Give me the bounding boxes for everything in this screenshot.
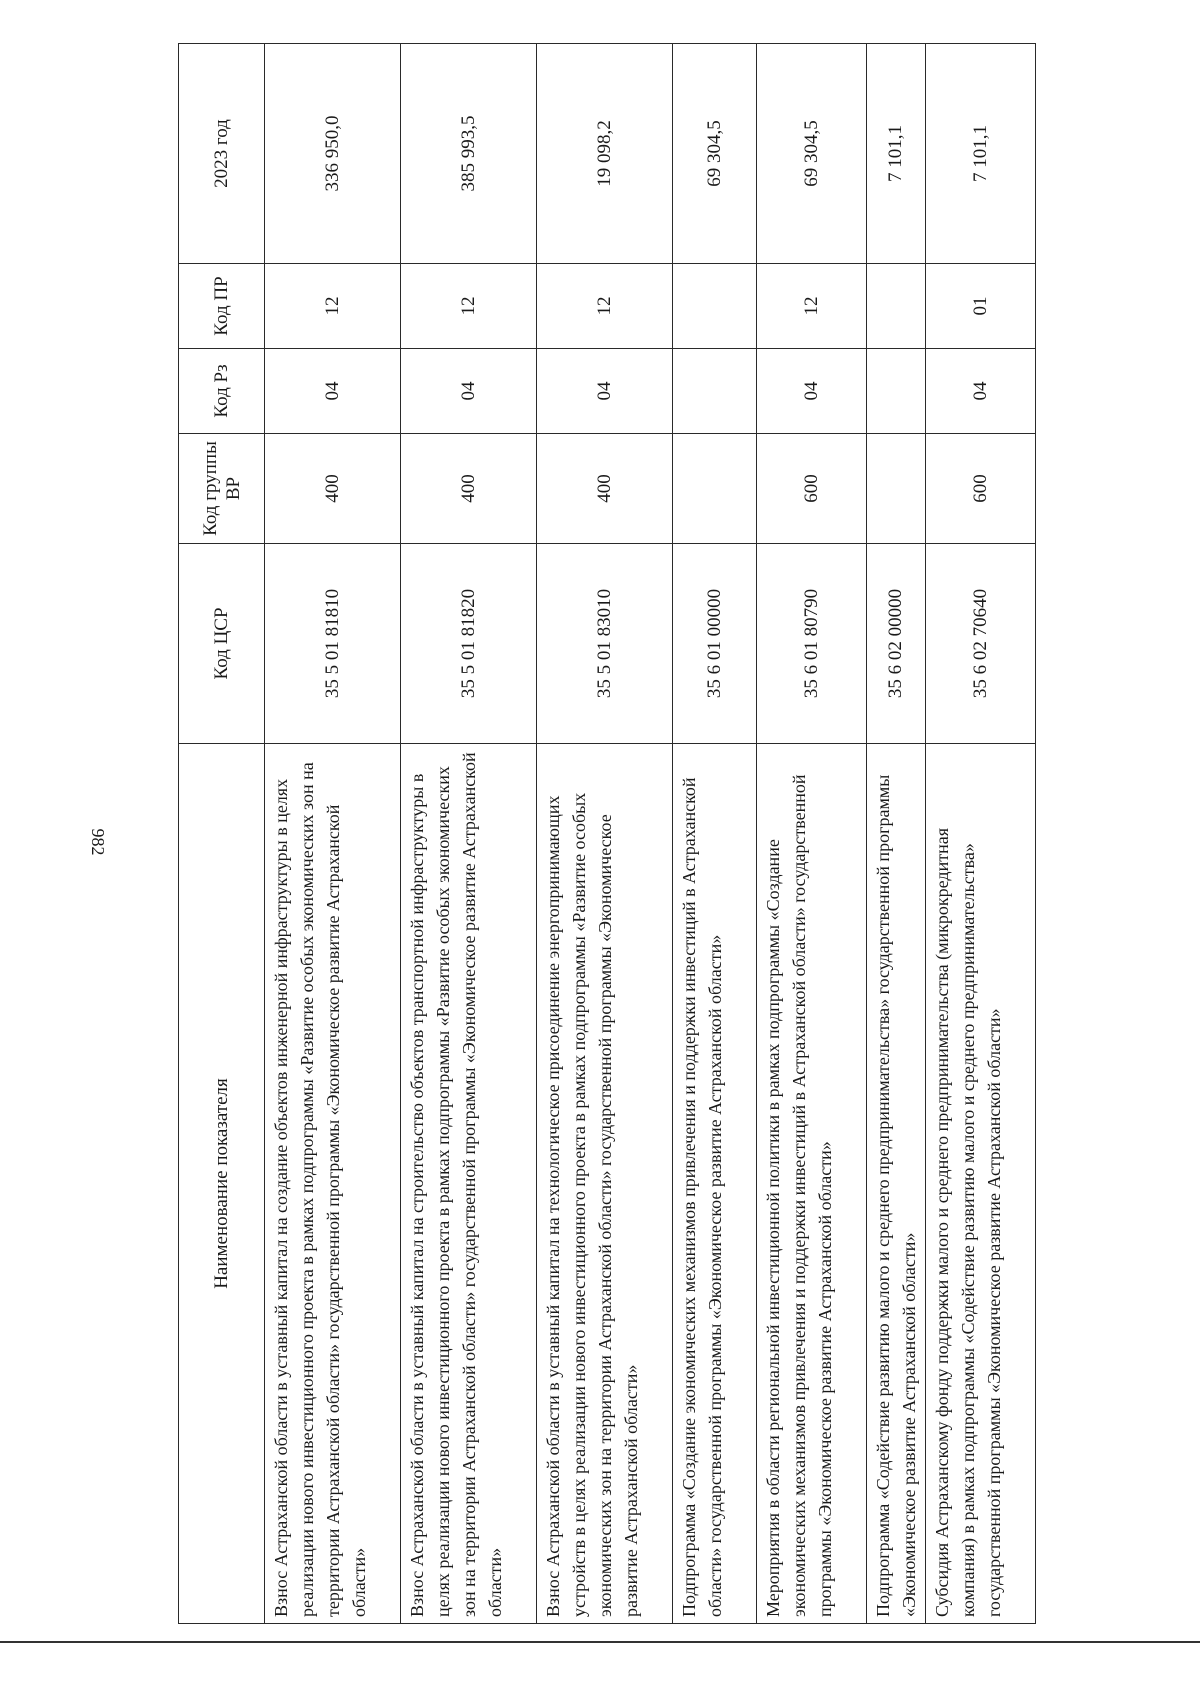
table-row xyxy=(757,44,867,1624)
row-rz xyxy=(673,349,757,434)
row-rz: 04 xyxy=(926,349,1036,434)
row-amount: 336 950,0 xyxy=(265,44,401,264)
row-vr xyxy=(867,434,926,544)
table-header-row xyxy=(179,44,265,1624)
row-rz: 04 xyxy=(265,349,401,434)
row-vr xyxy=(673,434,757,544)
row-amount: 7 101,1 xyxy=(867,44,926,264)
page-number: 982 xyxy=(88,828,108,856)
header-amount: 2023 год xyxy=(179,44,265,264)
row-name: Взнос Астраханской области в уставный капитал на создание объектов инженерной инфраструктуры в целях реализации нового инвестиционного проекта в рамках подпрограммы «Развитие особых экономических зон на территории Астраханской области» государственной программы «Экономическое развитие Астраханской области» xyxy=(265,744,401,1624)
row-rz: 04 xyxy=(757,349,867,434)
row-csr: 35 6 01 80790 xyxy=(757,544,867,744)
row-name: Подпрограмма «Содействие развитию малого и среднего предпринимательства» государственной программы «Экономическое развитие Астраханской области» xyxy=(867,744,926,1624)
header-vr: Код группы ВР xyxy=(179,434,265,544)
row-pr: 12 xyxy=(537,264,673,349)
row-csr: 35 6 01 00000 xyxy=(673,544,757,744)
table-row xyxy=(537,44,673,1624)
row-vr: 400 xyxy=(537,434,673,544)
budget-table xyxy=(178,43,1036,1624)
header-pr: Код ПР xyxy=(179,264,265,349)
row-vr: 400 xyxy=(401,434,537,544)
row-vr: 600 xyxy=(757,434,867,544)
row-amount: 19 098,2 xyxy=(537,44,673,264)
row-csr: 35 6 02 70640 xyxy=(926,544,1036,744)
row-amount: 69 304,5 xyxy=(673,44,757,264)
row-vr: 400 xyxy=(265,434,401,544)
row-pr: 12 xyxy=(265,264,401,349)
row-name: Взнос Астраханской области в уставный капитал на технологическое присоединение энергопринимающих устройств в целях реализации нового инвестиционного проекта в рамках подпрограммы «Развитие особых экономических зон на территории Астраханской области» государственной программы «Экономическое развитие Астраханской области» xyxy=(537,744,673,1624)
row-amount: 385 993,5 xyxy=(401,44,537,264)
row-amount: 69 304,5 xyxy=(757,44,867,264)
row-csr: 35 6 02 00000 xyxy=(867,544,926,744)
row-name: Мероприятия в области региональной инвестиционной политики в рамках подпрограммы «Создание экономических механизмов привлечения и поддержки инвестиций в Астраханской области» государственной программы «Экономическое развитие Астраханской области» xyxy=(757,744,867,1624)
table-row xyxy=(673,44,757,1624)
table-row xyxy=(265,44,401,1624)
row-rz: 04 xyxy=(401,349,537,434)
row-pr xyxy=(673,264,757,349)
row-csr: 35 5 01 81820 xyxy=(401,544,537,744)
row-pr: 01 xyxy=(926,264,1036,349)
row-rz xyxy=(867,349,926,434)
scan-edge-line xyxy=(0,1641,1200,1643)
row-amount: 7 101,1 xyxy=(926,44,1036,264)
row-vr: 600 xyxy=(926,434,1036,544)
row-csr: 35 5 01 83010 xyxy=(537,544,673,744)
row-rz: 04 xyxy=(537,349,673,434)
table-row xyxy=(401,44,537,1624)
row-name: Подпрограмма «Создание экономических механизмов привлечения и поддержки инвестиций в Астраханской области» государственной программы «Экономическое развитие Астраханской области» xyxy=(673,744,757,1624)
header-name: Наименование показателя xyxy=(179,744,265,1624)
row-pr: 12 xyxy=(401,264,537,349)
row-name: Субсидия Астраханскому фонду поддержки малого и среднего предпринимательства (микрокредитная компания) в рамках подпрограммы «Содействие развитию малого и среднего предпринимательства» государственной программы «Экономическое развитие Астраханской области» xyxy=(926,744,1036,1624)
row-pr: 12 xyxy=(757,264,867,349)
table-row xyxy=(926,44,1036,1624)
rotated-budget-table xyxy=(178,44,1028,1624)
header-rz: Код Рз xyxy=(179,349,265,434)
row-csr: 35 5 01 81810 xyxy=(265,544,401,744)
table-row xyxy=(867,44,926,1624)
header-csr: Код ЦСР xyxy=(179,544,265,744)
row-pr xyxy=(867,264,926,349)
row-name: Взнос Астраханской области в уставный капитал на строительство объектов транспортной инфраструктуры в целях реализации нового инвестиционного проекта в рамках подпрограммы «Развитие особых экономических зон на территории Астраханской области» государственной программы «Экономическое развитие Астраханской области» xyxy=(401,744,537,1624)
